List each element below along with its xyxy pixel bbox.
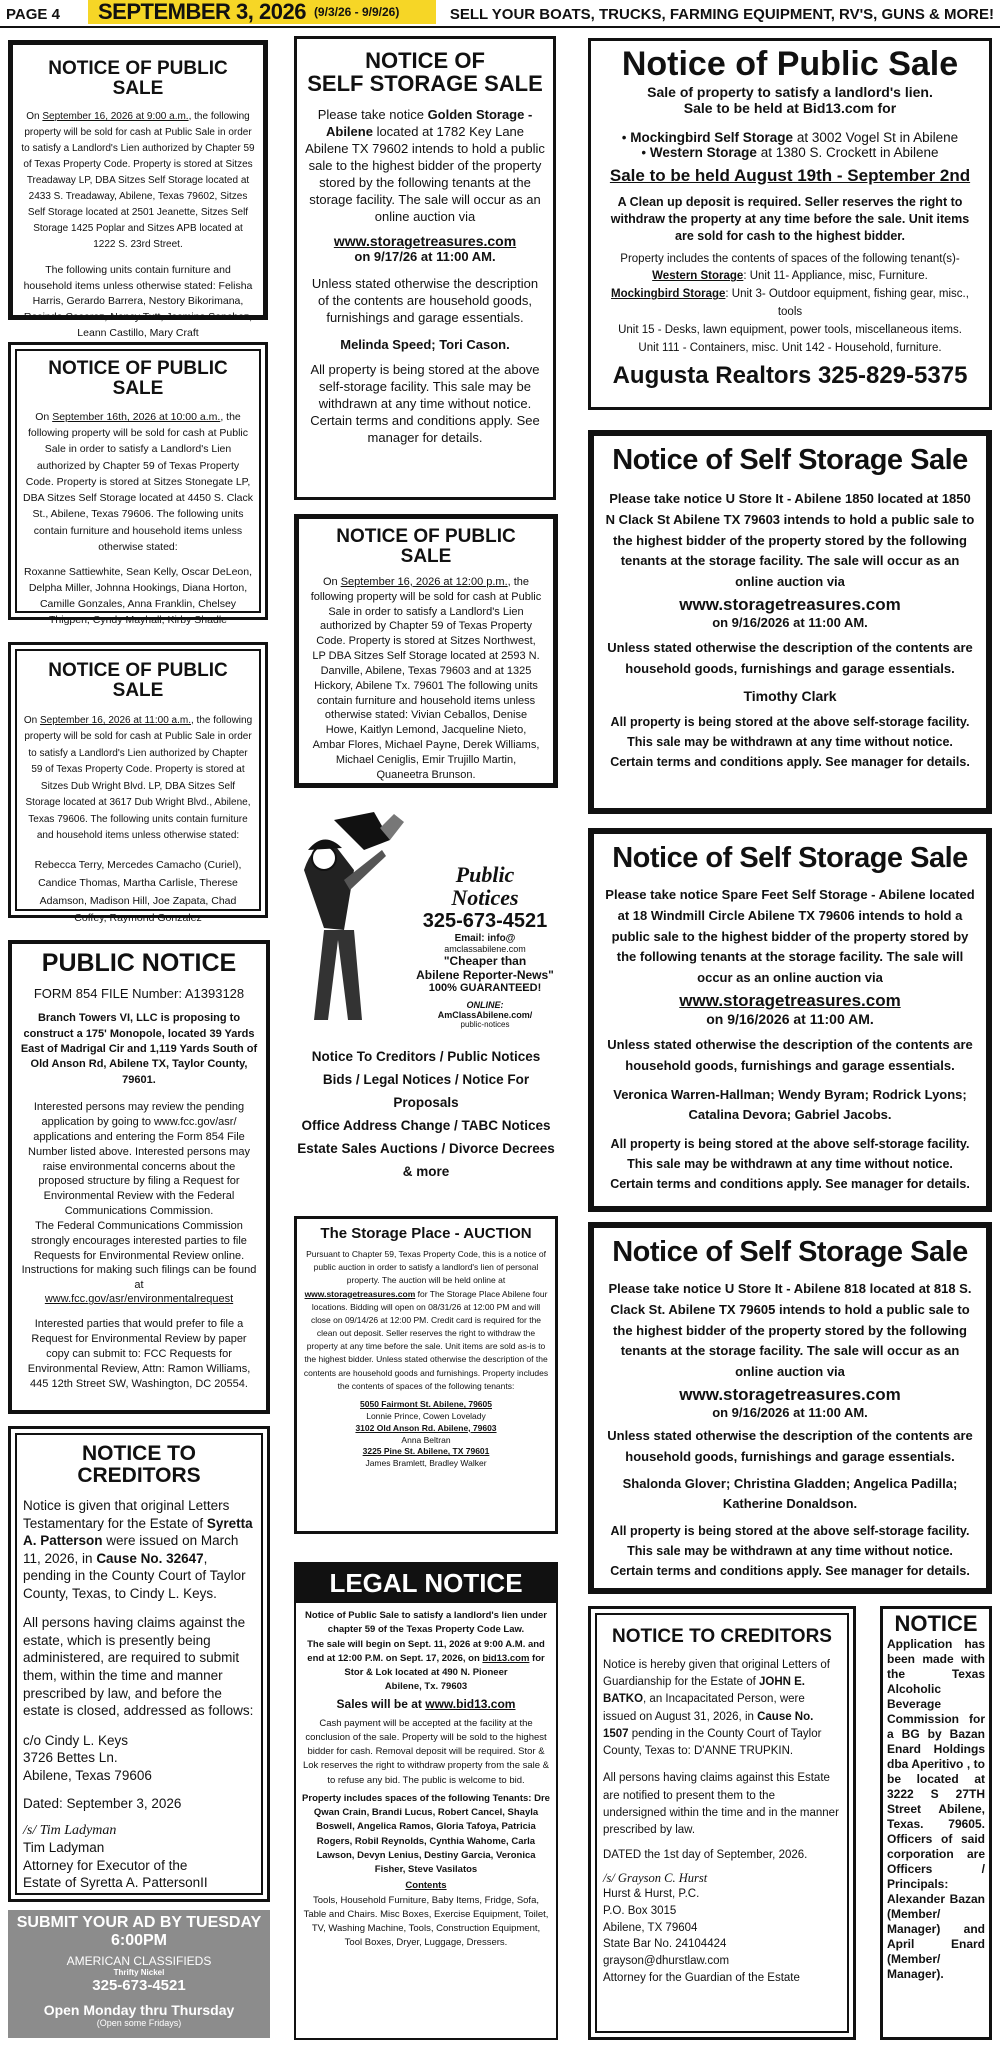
location-name: Mockingbird Self Storage xyxy=(630,130,794,145)
notice-paragraph-2: Unless stated otherwise the description of the contents are household goods, furnishings and garage essentials. xyxy=(607,639,973,676)
includes-line: Property includes the contents of spaces of the following tenant(s)- xyxy=(620,252,960,265)
promo-list-2: Bids / Legal Notices / Notice For Proposals xyxy=(322,1071,530,1110)
p1-text-a: Notice is hereby given that original Letters of Guardianship for the Estate of xyxy=(603,1658,830,1689)
mockingbird-units: : Unit 3- Outdoor equipment, fishing gear, misc., tools xyxy=(725,288,969,319)
notice-body xyxy=(309,575,543,783)
auction-time: on 9/17/26 at 11:00 AM. xyxy=(354,249,496,265)
address-line: c/o Cindy L. Keys xyxy=(23,1732,129,1748)
promo-guarantee: 100% GUARANTEED! xyxy=(428,982,542,995)
p4-text: Sales will be at xyxy=(336,1696,426,1711)
tabc-notice xyxy=(880,1606,992,2040)
legal-p4 xyxy=(302,1695,550,1713)
sale-date: September 16, 2026 at 11:00 a.m. xyxy=(39,714,191,726)
location-address: 5050 Fairmont St. Abilene, 79605 xyxy=(360,1398,492,1409)
location-tenants: Anna Beltran xyxy=(401,1434,451,1445)
proposal-text: Branch Towers VI, LLC is proposing to construct a 175' Monopole, located 39 Yards East of Madrigal Cir and 1,119 Yards South of Old Anson Rd, Abilene TX, Taylor County, 79601. xyxy=(20,1012,258,1086)
notice-title: NOTICE OF PUBLIC SALE xyxy=(48,358,228,399)
attorney-role: Attorney for the Guardian of the Estate xyxy=(603,1971,800,1984)
golden-storage-notice xyxy=(294,36,556,500)
realtor-line: Augusta Realtors 325-829-5375 xyxy=(612,361,968,389)
notice-title: NOTICE OF PUBLIC SALE xyxy=(48,58,228,99)
p2-text-a: The sale will begin on Sept. 11, 2026 at 9:00 A.M. and end at 12:00 P.M. on Sept. 17, 2026, on xyxy=(307,1638,545,1664)
body-text: , the following property will be sold for cash at Public Sale in order to satisfy a Landlord's Lien authorized by Chapter 59 of Texas Property Code. Property is stored at Sitzes Stonegate LP, DBA Sitzes Self Storage located at 4450 S. Clack St., Abilene, Texas 79606. The following units contain furniture and household items unless otherwise stated: xyxy=(23,410,253,553)
legal-p6: Property includes spaces of the following Tenants: Dre Qwan Crain, Brandi Lucus, Robert Cancel, Shayla Boswell, Angelica Ramos, Gloria Tafoya, Patricia Rogers, Robil Reynolds, Cynthia Wahome, Carla Lawson, Devyn Lenius, Destiny Garcia, Veronica Fisher, Steve Vasilatos xyxy=(302,1792,550,1875)
attorney-role-1: Attorney for Executor of the xyxy=(23,1857,188,1873)
p1-text-b: , an Incapacitated Person, were issued on August 31, 2026, in xyxy=(603,1693,805,1723)
bar-number: State Bar No. 24104424 xyxy=(603,1938,727,1951)
notice-title: PUBLIC NOTICE xyxy=(41,949,237,977)
body-intro: On xyxy=(35,410,53,423)
creditors-paragraph-2: All persons having claims against the estate, which is presently being administered, are required to submit them, within the time and manner prescribed by law, and before the estate is closed, addressed as follows: xyxy=(23,1615,254,1719)
body-text-a: Pursuant to Chapter 59, Texas Property Code, this is a notice of public auction in order to satisfy a landlord's lien of personal property. The auction will be held online at xyxy=(306,1249,546,1286)
western-storage-units: : Unit 11- Appliance, misc, Furniture. xyxy=(743,270,928,283)
notice-title: Notice of Public Sale xyxy=(621,45,959,83)
location-address: 3102 Old Anson Rd. Abilene, 79603 xyxy=(355,1422,497,1433)
mockingbird-public-sale xyxy=(588,38,992,410)
sale-date: September 16, 2026 at 9:00 a.m. xyxy=(42,110,189,122)
brand-name: AMERICAN CLASSIFIEDS xyxy=(66,1954,212,1968)
legal-p2 xyxy=(302,1638,550,1681)
notice-to-creditors-patterson xyxy=(8,1426,270,1902)
location-2: • Western Storage at 1380 S. Crockett in Abilene xyxy=(641,145,939,160)
notice-to-creditors-batko xyxy=(588,1606,856,2040)
location-tenants: Lonnie Prince, Cowen Lovelady xyxy=(366,1410,486,1421)
promo-list-5: & more xyxy=(402,1163,450,1179)
form-file-number: FORM 854 FILE Number: A1393128 xyxy=(33,986,245,1002)
notice-units: The following units contain furniture and household items unless otherwise stated: Felisha Harris, Gerardo Barrera, Nestory Bikorimana, Rosindo Casarez, Nancy Tutt, Jasmine Sanchez, Leann Castillo, Mary Craft xyxy=(23,263,253,339)
dated-line: Dated: September 3, 2026 xyxy=(23,1796,182,1812)
encourage-paragraph: The Federal Communications Commission strongly encourages interested parties to file Requests for Environmental Review online. Instructions for making such filings can be found at xyxy=(21,1219,257,1292)
notice-names: Rebecca Terry, Mercedes Camacho (Curiel), Candice Thomas, Martha Carlisle, Therese Adamson, Madison Hill, Joe Zapata, Chad Coffey, Raymond Gonzalez xyxy=(34,858,242,925)
notice-paragraph-3: All property is being stored at the above self-storage facility. This sale may be withdrawn at any time without notice. Certain terms and conditions apply. See manager for details. xyxy=(610,1524,970,1579)
promo-email-2: amclassabilene.com xyxy=(444,944,526,955)
notice-public-sale-1 xyxy=(8,40,268,339)
promo-cheaper-1: "Cheaper than xyxy=(443,954,527,969)
promo-list-4: Estate Sales Auctions / Divorce Decrees xyxy=(297,1140,555,1156)
notice-title: NOTICE TO CREDITORS xyxy=(77,1442,201,1488)
legal-p1: Notice of Public Sale to satisfy a landlord's lien under chapter 59 of the Texas Property Code Law. xyxy=(305,1610,547,1636)
address-line: 3726 Bettes Ln. xyxy=(23,1750,118,1766)
legal-notice-bar: LEGAL NOTICE xyxy=(296,1564,556,1603)
header-tagline: SELL YOUR BOATS, TRUCKS, FARMING EQUIPMENT, RV'S, GUNS & MORE! xyxy=(449,6,994,23)
notice-public-sale-3 xyxy=(8,642,268,925)
brand-sub: Thrifty Nickel xyxy=(113,1968,165,1977)
location-address: 3225 Pine St. Abilene, TX 79601 xyxy=(362,1446,490,1457)
tenant-names: Shalonda Glover; Christina Gladden; Angelica Padilla; Katherine Donaldson. xyxy=(622,1475,958,1512)
public-notices-promo xyxy=(294,810,558,1200)
promo-list-3: Office Address Change / TABC Notices xyxy=(301,1117,551,1133)
spare-feet-notice xyxy=(588,828,992,1212)
header-rule xyxy=(0,26,1000,28)
tenant-units xyxy=(601,251,979,358)
notice-public-sale-2 xyxy=(8,342,268,626)
notice-title: The Storage Place - AUCTION xyxy=(320,1225,532,1242)
p1-text-b: were issued on March 11, 2026, in xyxy=(23,1533,239,1566)
firm-line: Hurst & Hurst, P.C. xyxy=(603,1888,700,1901)
attorney-role-2: Estate of Syretta A. PattersonII xyxy=(23,1875,208,1891)
p1-text-c: pending in the County Court of Taylor County, Texas to: D'ANNE TRUPKIN. xyxy=(603,1727,822,1758)
open-hours: Open Monday thru Thursday xyxy=(43,2002,235,2018)
sale-date: September 16th, 2026 at 10:00 a.m. xyxy=(52,410,221,423)
promo-script-2: Notices xyxy=(451,885,519,910)
notice-body xyxy=(21,109,255,253)
facility-name: Golden Storage - Abilene xyxy=(325,107,533,140)
estate-name: Syretta A. Patterson xyxy=(23,1515,253,1549)
submit-line-1: SUBMIT YOUR AD BY TUESDAY xyxy=(16,1914,262,1931)
notice-paragraph-1 xyxy=(305,107,545,225)
unit-15-line: Unit 15 - Desks, lawn equipment, power tools, miscellaneous items. xyxy=(618,323,962,336)
submit-phone: 325-673-4521 xyxy=(92,1977,186,1994)
notice-public-sale-4 xyxy=(294,514,558,788)
public-notice-fcc xyxy=(8,940,270,1414)
auction-body xyxy=(303,1248,549,1393)
creditors-paragraph-1 xyxy=(23,1497,255,1602)
bid13-www-link[interactable]: www.bid13.com xyxy=(425,1696,516,1711)
submit-ad-banner xyxy=(8,1910,270,2038)
auction-time: on 9/16/2026 at 11:00 AM. xyxy=(706,1010,874,1027)
signature: /s/ Tim Ladyman xyxy=(23,1823,117,1839)
body-text: , the following property will be sold for cash at Public Sale in order to satisfy a Landlord's Lien authorized by Chapter 59 of Texas Property Code. Property is stored at Sitzes Dub Wright Blvd. LP, DBA Sitzes Self Storage located at 3617 Dub Wright Blvd., Abilene, Texas 79606. The following units contain furniture and household items unless otherwise stated: xyxy=(24,714,253,842)
dated-line: DATED the 1st day of September, 2026. xyxy=(603,1849,808,1862)
promo-phone: 325-673-4521 xyxy=(422,910,548,933)
attorney-email: grayson@dhurstlaw.com xyxy=(603,1955,730,1968)
painter-illustration xyxy=(294,810,414,1036)
p1-text-c: located at 1782 Key Lane Abilene TX 79602 intends to hold a public sale to the highest bidder of the property stored by the following tenants at the storage facility. The sale will occur as an online auction via xyxy=(305,124,545,224)
p1-text-a: Please take notice xyxy=(317,107,428,123)
notice-title: Notice of Self Storage Sale xyxy=(612,444,968,476)
address-line: P.O. Box 3015 xyxy=(603,1905,677,1918)
notice-body: Application has been made with the Texas Alcoholic Beverage Commission for a BG by Bazan Enard Holdings dba Aperitivo , to be located at 3222 S 27TH Street Abilene, Texas. 79605. Officers of said corporation are Officers / Principals: Alexander Bazan (Member/ Manager) and April Enard (Member/ Manager). xyxy=(887,1637,985,1981)
location-name: Western Storage xyxy=(649,145,757,160)
location-address: at 1380 S. Crockett in Abilene xyxy=(756,145,939,160)
auction-site-link[interactable]: www.storagetreasures.com xyxy=(679,1384,901,1404)
promo-online-path: public-notices xyxy=(460,1020,510,1030)
legal-p3: Abilene, Tx. 79603 xyxy=(384,1681,468,1693)
body-text: , the following property will be sold for cash at Public Sale in order to satisfy a Landlord's Lien authorized by Chapter 59 of Texas Property Code. Property is stored at Sitzes Northwest, LP DBA Sitzes Self Storage located at 2593 N. Danville, Abilene, Texas 79603 and at 1325 Hickory, Abilene Tx. 79601 The following units contain furniture and household items unless otherwise stated: Vivian Ceballos, Denise Howe, Kaitlyn Lemond, Jacqueline Nieto, Ambar Flores, Michael Payne, Derek Williams, Michael Ceniglis, Emir Trujillo Martin, Quaneetra Brunson. xyxy=(310,575,542,781)
notice-title-2: SELF STORAGE SALE xyxy=(307,71,543,97)
storage-place-auction xyxy=(294,1216,558,1534)
notice-sub-2: Sale to be held at Bid13.com for xyxy=(683,100,897,116)
legal-notice-stor-lok xyxy=(294,1562,558,2040)
deposit-text: A Clean up deposit is required. Seller reserves the right to withdraw the property at any time before the sale. Unit items are sold for cash to the highest bidder. xyxy=(610,195,970,243)
notice-paragraph-1: Please take notice Spare Feet Self Storage - Abilene located at 18 Windmill Circle Abilene TX 79606 intends to hold a public sale to the highest bidder of the property stored by the following tenants at the storage facility. The sale will occur as an online auction via xyxy=(605,887,975,986)
p2-text-b: for Stor & Lok located at 490 N. Pioneer xyxy=(344,1652,545,1678)
legal-p5: Cash payment will be accepted at the facility at the conclusion of the sale. Property will be sold to the highest bidder for cash. Removal deposit will be required. Stor & Lok reserves the right to withdraw property from the sale & to refuse any bid. The public is welcome to bid. xyxy=(302,1717,550,1786)
paper-filing-paragraph: Interested parties that would prefer to file a Request for Environmental Review by paper copy can submit to: FCC Requests for Environmental Review, Attn: Ramon Williams, 445 12th Street SW, Washington, DC 20554. xyxy=(27,1318,251,1390)
issue-date: SEPTEMBER 3, 2026 xyxy=(98,0,306,24)
location-1: • Mockingbird Self Storage at 3002 Vogel St in Abilene xyxy=(621,130,959,145)
notice-paragraph-3: All property is being stored at the above self-storage facility. This sale may be withdrawn at any time without notice. Certain terms and conditions apply. See manager for details. xyxy=(610,1137,970,1192)
page-number: PAGE 4 xyxy=(6,6,60,23)
body-intro: On xyxy=(26,110,43,122)
tenant-names: Veronica Warren-Hallman; Wendy Byram; Rodrick Lyons; Catalina Devora; Gabriel Jacobs. xyxy=(613,1086,967,1123)
notice-title: NOTICE TO CREDITORS xyxy=(612,1626,832,1647)
body-text: , the following property will be sold for cash at Public Sale in order to satisfy a Landlord's Lien authorized by Chapter 59 of Texas Property Code. Property is stored at Sitzes Treadaway LP, DBA Sitzes Self Storage located at 2433 S. Treadaway, Abilene, Texas 79602, Sitzes Self Storage located at 2501 Jeanette, Sitzes Self Storage 1425 Poplar and Sitzes APB located at 1222 S. 23rd Street. xyxy=(21,110,255,250)
promo-script-1: Public xyxy=(455,862,515,887)
location-list xyxy=(303,1399,549,1470)
notice-paragraph-2: Unless stated otherwise the description of the contents are household goods, furnishings and garage essentials. xyxy=(607,1427,973,1464)
ustoreit-1850-notice xyxy=(588,430,992,814)
location-tenants: James Bramlett, Bradley Walker xyxy=(365,1458,487,1469)
mockingbird-label: Mockingbird Storage xyxy=(611,288,726,301)
p1-text-c: , pending in the County Court of Taylor County, Texas, to Cindy L. Keys. xyxy=(23,1550,246,1601)
promo-online-label: ONLINE: xyxy=(466,1000,504,1011)
notice-title: NOTICE OF PUBLIC SALE xyxy=(336,526,516,567)
notice-title: NOTICE OF PUBLIC SALE xyxy=(48,660,228,701)
notice-paragraph-1: Please take notice U Store It - Abilene 818 located at 818 S. Clack St. Abilene TX 79605 intends to hold a public sale to the highest bidder of the property stored by the following tenants at the storage facility. The sale will occur as an online auction via xyxy=(608,1281,972,1380)
notice-paragraph-3: All property is being stored at the above self-storage facility. This sale may be withdrawn at any time without notice. Certain terms and conditions apply. See manager for details. xyxy=(310,362,540,445)
fcc-env-link[interactable]: www.fcc.gov/asr/environmentalrequest xyxy=(44,1293,234,1306)
body-text-b: for The Storage Place Abilene four locations. Bidding will open on 08/31/26 at 12:00 PM and will close on 09/14/26 at 12:00 PM. Credit card is required for the clean out deposit. Seller reserves the right to withdraw the property at any time before the sale. Unit items are sold as-is to the highest bidder. Unless stated otherwise the description of the contents are household goods and furnishings. Property includes the contents of spaces of the following tenants: xyxy=(303,1288,549,1391)
attorney-name: Tim Ladyman xyxy=(23,1840,105,1856)
notice-names: Roxanne Sattiewhite, Sean Kelly, Oscar DeLeon, Delpha Miller, Johnna Hookings, Diana Horton, Camille Gonzales, Anna Franklin, Chelsey Thigpen, Cyndy Mayhall, Kirby Shadle xyxy=(23,566,253,626)
auction-time: on 9/16/2026 at 11:00 AM. xyxy=(712,614,868,630)
sale-date: September 16, 2026 at 12:00 p.m. xyxy=(340,575,508,588)
location-address: at 3002 Vogel St in Abilene xyxy=(793,130,959,145)
sale-dates: Sale to be held August 19th - September 2nd xyxy=(609,166,971,185)
notice-title: Notice of Self Storage Sale xyxy=(612,842,968,874)
notice-title: NOTICE xyxy=(894,1611,978,1636)
bid13-link[interactable]: bid13.com xyxy=(482,1652,530,1664)
body-intro: On xyxy=(322,575,341,588)
open-fridays: (Open some Fridays) xyxy=(96,2018,182,2028)
notice-paragraph-3: All property is being stored at the above self-storage facility. This sale may be withdrawn at any time without notice. Certain terms and conditions apply. See manager for details. xyxy=(610,714,970,769)
attorney-block xyxy=(603,1886,841,1986)
tenant-names: Timothy Clark xyxy=(743,687,837,704)
notice-title-1: NOTICE OF xyxy=(365,48,485,73)
issue-date-banner xyxy=(88,0,436,24)
notice-body xyxy=(23,713,253,845)
creditors-address xyxy=(23,1732,255,1785)
review-paragraph: Interested persons may review the pending application by going to www.fcc.gov/asr/ applications and entering the Form 854 File Number listed above. Interested persons may raise environmental concerns about the proposed structure by filing a Request for Environmental Review with the Federal Communications Commission. xyxy=(28,1101,250,1218)
signature: /s/ Grayson C. Hurst xyxy=(603,1871,708,1886)
cause-number: Cause No. 32647 xyxy=(96,1550,204,1566)
cause-number: Cause No. 1507 xyxy=(603,1710,814,1740)
notice-body xyxy=(23,409,253,555)
submit-line-2: 6:00PM xyxy=(110,1932,168,1949)
creditors-paragraph-2: All persons having claims against this Estate are notified to present them to the undersigned within the time and in the manner prescribed by law. xyxy=(603,1772,839,1837)
auction-site-link[interactable]: www.storagetreasures.com xyxy=(304,1288,416,1299)
promo-email-1: Email: info@ xyxy=(454,933,516,945)
p1-text-a: Notice is given that original Letters Testamentary for the Estate of xyxy=(23,1498,230,1531)
promo-online-url[interactable]: AmClassAbilene.com/ xyxy=(437,1010,533,1021)
notice-paragraph-2: Unless stated otherwise the description of the contents are household goods, furnishings and garage essentials. xyxy=(311,276,539,326)
address-line: Abilene, Texas 79606 xyxy=(23,1767,152,1783)
creditors-paragraph-1 xyxy=(603,1657,841,1761)
tenant-names: Melinda Speed; Tori Cason. xyxy=(340,337,510,353)
notice-paragraph-2: Unless stated otherwise the description of the contents are household goods, furnishings and garage essentials. xyxy=(607,1036,973,1073)
estate-name: JOHN E. BATKO xyxy=(603,1676,805,1706)
auction-site-link[interactable]: www.storagetreasures.com xyxy=(679,990,901,1010)
issue-range: (9/3/26 - 9/9/26) xyxy=(313,5,400,19)
promo-cheaper-2: Abilene Reporter-News" xyxy=(416,968,554,983)
notice-sub-1: Sale of property to satisfy a landlord's lien. xyxy=(647,84,933,100)
ustoreit-818-notice xyxy=(588,1222,992,1594)
notice-title: Notice of Self Storage Sale xyxy=(612,1236,968,1268)
address-line: Abilene, TX 79604 xyxy=(603,1921,698,1934)
unit-111-line: Unit 111 - Containers, misc. Unit 142 - Household, furniture. xyxy=(638,341,942,354)
auction-site-link[interactable]: www.storagetreasures.com xyxy=(333,233,517,250)
notice-paragraph-1: Please take notice U Store It - Abilene 1850 located at 1850 N Clack St Abilene TX 79603 intends to hold a public sale to the highest bidder of the property stored by the following tenants at the storage facility. The sale will occur as an online auction via xyxy=(605,491,975,590)
body-intro: On xyxy=(23,714,40,726)
contents-heading: Contents xyxy=(405,1880,447,1892)
legal-p7: Tools, Household Furniture, Baby Items, Fridge, Sofa, Table and Chairs. Misc Boxes, Exercise Equipment, Toilet, TV, Washing Machine, Tools, Construction Equipment, Tool Boxes, Dryer, Luggage, Dressers. xyxy=(303,1894,549,1949)
auction-time: on 9/16/2026 at 11:00 AM. xyxy=(712,1404,868,1420)
auction-site-link[interactable]: www.storagetreasures.com xyxy=(679,594,901,614)
western-storage-label: Western Storage xyxy=(652,270,744,283)
promo-list-1: Notice To Creditors / Public Notices xyxy=(311,1049,541,1064)
